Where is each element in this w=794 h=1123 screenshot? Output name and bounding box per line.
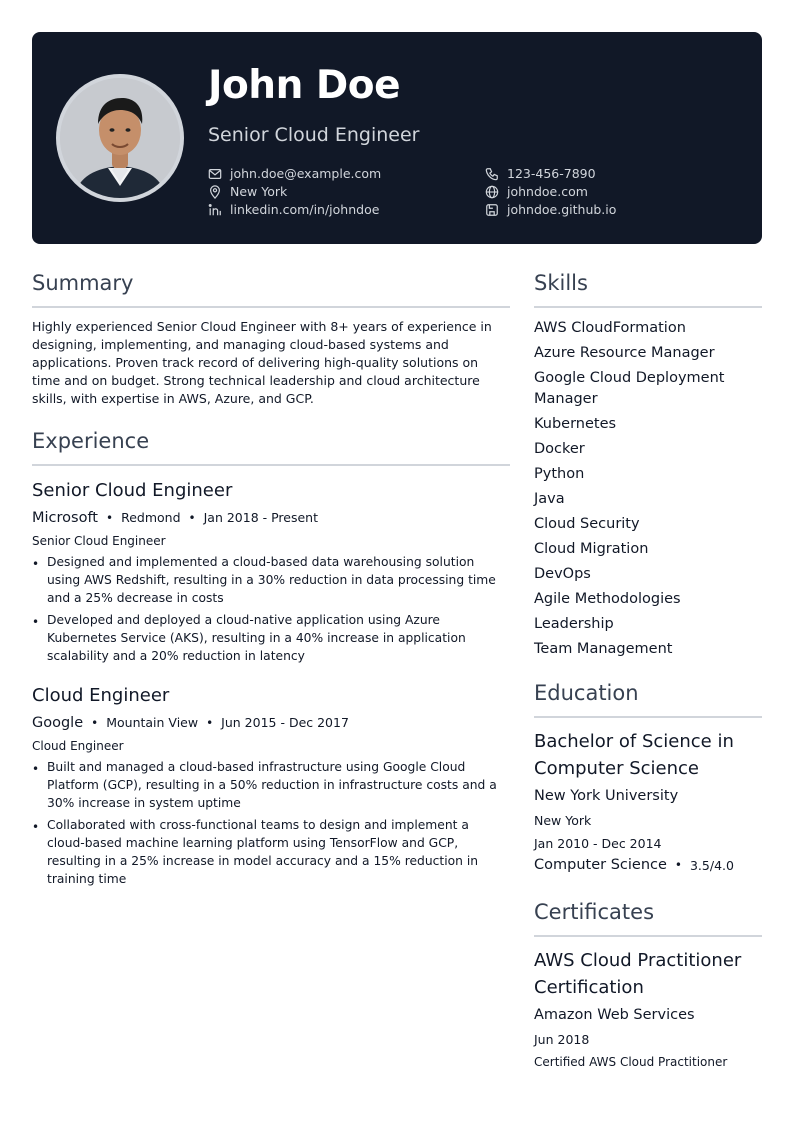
education-gpa: 3.5/4.0	[689, 857, 734, 873]
job-company: Microsoft	[32, 510, 98, 526]
github-icon	[485, 203, 499, 217]
summary-text: Highly experienced Senior Cloud Engineer with 8+ years of experience in designing, implementing, and managing cloud-based systems and applications. Proven track record of delivering high-quality solutions on time and on budget. Strong technical leadership and cloud architecture skills, with expertise in AWS, Azure, and GCP.	[32, 319, 492, 406]
skill-item: Azure Resource Manager	[534, 345, 715, 361]
certificate-date: Jun 2018	[534, 1032, 590, 1047]
separator-dot: •	[206, 716, 214, 730]
job-position: Cloud Engineer	[32, 739, 124, 753]
job-location: Redmond	[121, 510, 181, 525]
person-portrait-icon	[60, 78, 180, 198]
job-company: Google	[32, 715, 84, 731]
skill-item: Team Management	[534, 641, 673, 657]
contact-location-text: New York	[230, 184, 288, 199]
separator-dot: •	[674, 858, 682, 872]
certificate-name: AWS Cloud Practitioner Certification	[534, 950, 742, 998]
certificate-entry	[534, 947, 762, 1072]
job-bullet: • Developed and deployed a cloud-native application using Azure Kubernetes Service (AKS), resulting in a 40% increase in application scalability and a 20% reduction in latency	[32, 611, 510, 665]
contact-phone-text: 123-456-7890	[507, 166, 596, 181]
contact-linkedin-text: linkedin.com/in/johndoe	[230, 202, 380, 217]
skill-item: AWS CloudFormation	[534, 320, 686, 336]
certificates-heading: Certificates	[534, 897, 762, 937]
separator-dot: •	[106, 511, 114, 525]
job-entry	[32, 478, 510, 665]
education-field: Computer Science	[534, 857, 667, 873]
main-column	[32, 268, 510, 898]
job-position: Senior Cloud Engineer	[32, 534, 166, 548]
skill-item: DevOps	[534, 566, 591, 582]
contact-linkedin[interactable]	[208, 201, 379, 219]
education-degree: Bachelor of Science in Computer Science	[534, 731, 734, 779]
contact-phone[interactable]	[485, 165, 596, 183]
certificate-issuer: Amazon Web Services	[534, 1007, 695, 1023]
mail-icon	[208, 167, 222, 181]
separator-dot: •	[188, 511, 196, 525]
job-bullet: • Designed and implemented a cloud-based data warehousing solution using AWS Redshift, resulting in a 30% reduction in data processing time and a 25% decrease in costs	[32, 553, 510, 607]
job-dates: Jan 2018 - Present	[203, 510, 319, 525]
education-location: New York	[534, 813, 592, 828]
certificate-credential: Certified AWS Cloud Practitioner	[534, 1055, 728, 1069]
education-dates: Jan 2010 - Dec 2014	[534, 836, 662, 851]
profile-photo	[56, 74, 184, 202]
contact-email[interactable]	[208, 165, 381, 183]
education-school: New York University	[534, 788, 679, 804]
skill-item: Leadership	[534, 616, 614, 632]
job-bullet: • Built and managed a cloud-based infrastructure using Google Cloud Platform (GCP), resulting in a 50% reduction in infrastructure costs and a 30% increase in system uptime	[32, 758, 510, 812]
linkedin-icon	[208, 203, 222, 217]
job-bullets	[32, 553, 510, 665]
job-dates: Jun 2015 - Dec 2017	[221, 715, 349, 730]
skill-item: Cloud Migration	[534, 541, 649, 557]
contact-email-text: john.doe@example.com	[230, 166, 382, 181]
job-entry	[32, 683, 510, 888]
education-meta	[534, 857, 762, 873]
job-bullets	[32, 758, 510, 888]
contact-github[interactable]	[485, 201, 616, 219]
resume-header	[32, 32, 762, 244]
contact-github-text: johndoe.github.io	[507, 202, 617, 217]
job-location: Mountain View	[106, 715, 199, 730]
skill-item: Python	[534, 466, 585, 482]
phone-icon	[485, 167, 499, 181]
skill-item: Agile Methodologies	[534, 591, 681, 607]
contact-website[interactable]	[485, 183, 588, 201]
candidate-title: Senior Cloud Engineer	[208, 124, 420, 146]
globe-icon	[485, 185, 499, 199]
separator-dot: •	[91, 716, 99, 730]
job-title: Cloud Engineer	[32, 685, 170, 706]
contact-location	[208, 183, 287, 201]
skill-item: Java	[534, 491, 565, 507]
candidate-name: John Doe	[208, 63, 401, 108]
job-bullet: • Collaborated with cross-functional teams to design and implement a cloud-based machine learning platform using TensorFlow and GCP, resulting in a 25% increase in model accuracy and a 15% reduction in training time	[32, 816, 510, 888]
experience-heading: Experience	[32, 426, 510, 466]
summary-heading: Summary	[32, 268, 510, 308]
skills-list	[534, 318, 762, 660]
education-entry	[534, 728, 762, 873]
job-meta	[32, 713, 510, 733]
location-pin-icon	[208, 185, 222, 199]
skill-item: Cloud Security	[534, 516, 640, 532]
skill-item: Docker	[534, 441, 585, 457]
education-heading: Education	[534, 678, 762, 718]
side-column	[534, 268, 762, 1072]
job-title: Senior Cloud Engineer	[32, 480, 233, 501]
contact-website-text: johndoe.com	[507, 184, 588, 199]
skill-item: Google Cloud Deployment Manager	[534, 370, 725, 407]
skill-item: Kubernetes	[534, 416, 617, 432]
job-meta	[32, 508, 510, 528]
skills-heading: Skills	[534, 268, 762, 308]
